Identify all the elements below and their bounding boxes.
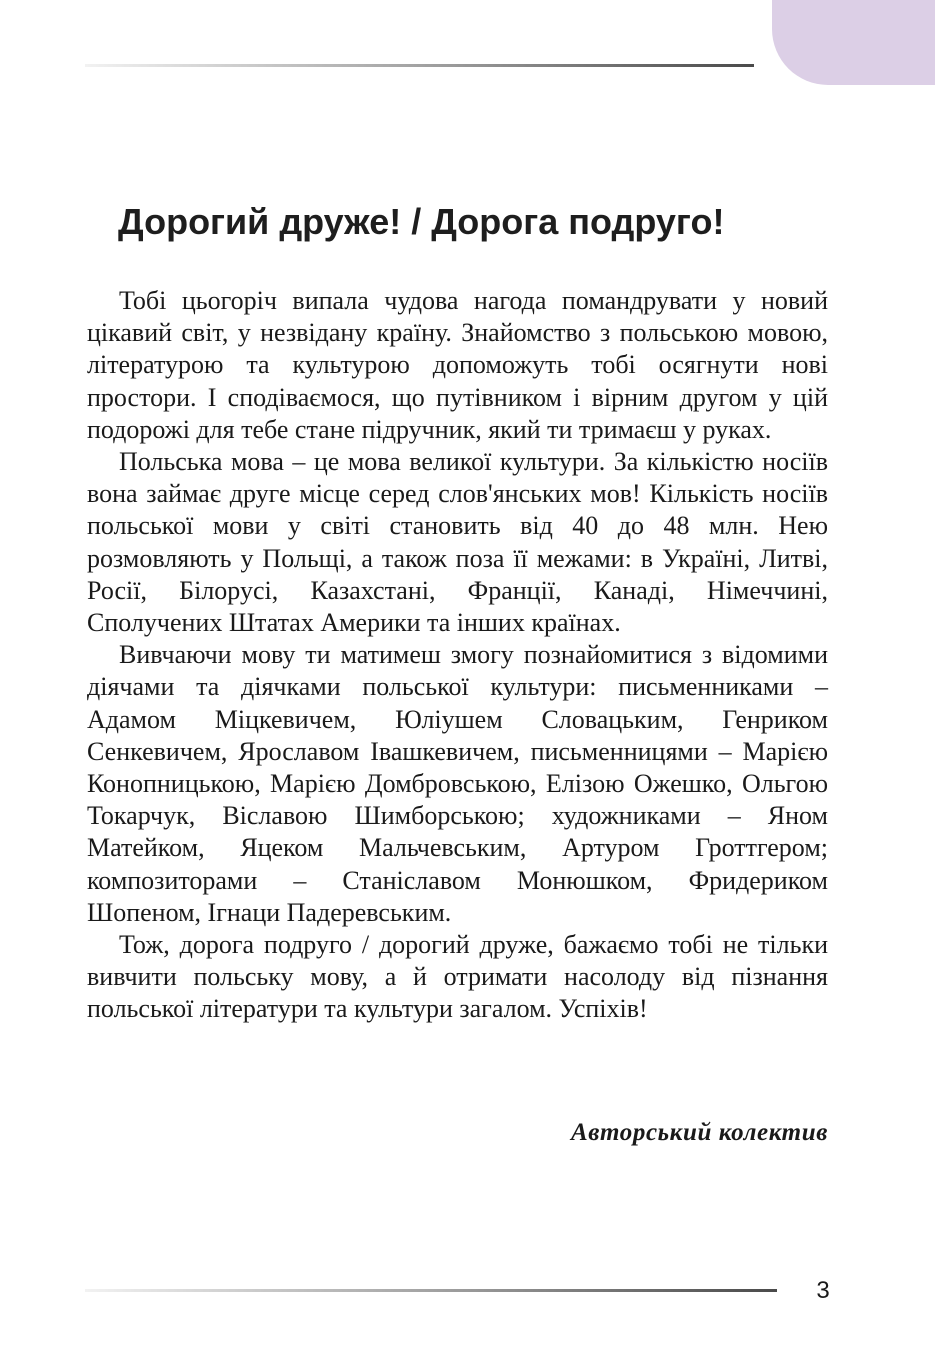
page-number: 3 [816,1277,830,1304]
page-title: Дорогий друже! / Дорога подруго! [118,201,725,242]
signature: Авторський колектив [571,1119,828,1146]
paragraph-2: Польська мова – це мова великої культури. За кількістю носіїв вона займає друге місце серед слов'янських мов! Кількість носіїв польської мови у світі становить від 40 до 48 млн. Нею розмовляють у Польщі, а також поза її межами: в Україні, Литві, Росії, Білорусі, Казахстані, Франції, Канаді, Німеччині, Сполучених Штатах Америки та інших країнах. [87,447,828,638]
paragraph-1: Тобі цьогоріч випала чудова нагода помандрувати у новий цікавий світ, у незвідану країну. Знайомство з польською мовою, літературою та культурою допоможуть тобі осягнути нові простори. І сподіваємося, що путівником і вірним другом у цій подорожі для тебе стане підручник, який ти тримаєш у руках. [87,286,828,444]
top-divider [85,64,754,67]
paragraph-4: Тож, дорога подруго / дорогий друже, бажаємо тобі не тільки вивчити польську мову, а й отримати насолоду від пізнання польської літератури та культури загалом. Успіхів! [87,930,828,1024]
bottom-divider [85,1289,777,1292]
corner-tab [772,0,935,85]
body-text [87,285,828,1026]
paragraph-3: Вивчаючи мову ти матимеш змогу познайомитися з відомими діячами та діячками польської культури: письменниками – Адамом Міцкевичем, Юліушем Словацьким, Генриком Сенкевичем, Ярославом Івашкевичем, письменницями – Марією Конопницькою, Марією Домбровською, Елізою Ожешко, Ольгою Токарчук, Віславою Шимборською; художниками – Яном Матейком, Яцеком Мальчевським, Артуром Гроттгером; композиторами – Станіславом Монюшком, Фридериком Шопеном, Ігнаци Падеревським. [87,640,828,927]
